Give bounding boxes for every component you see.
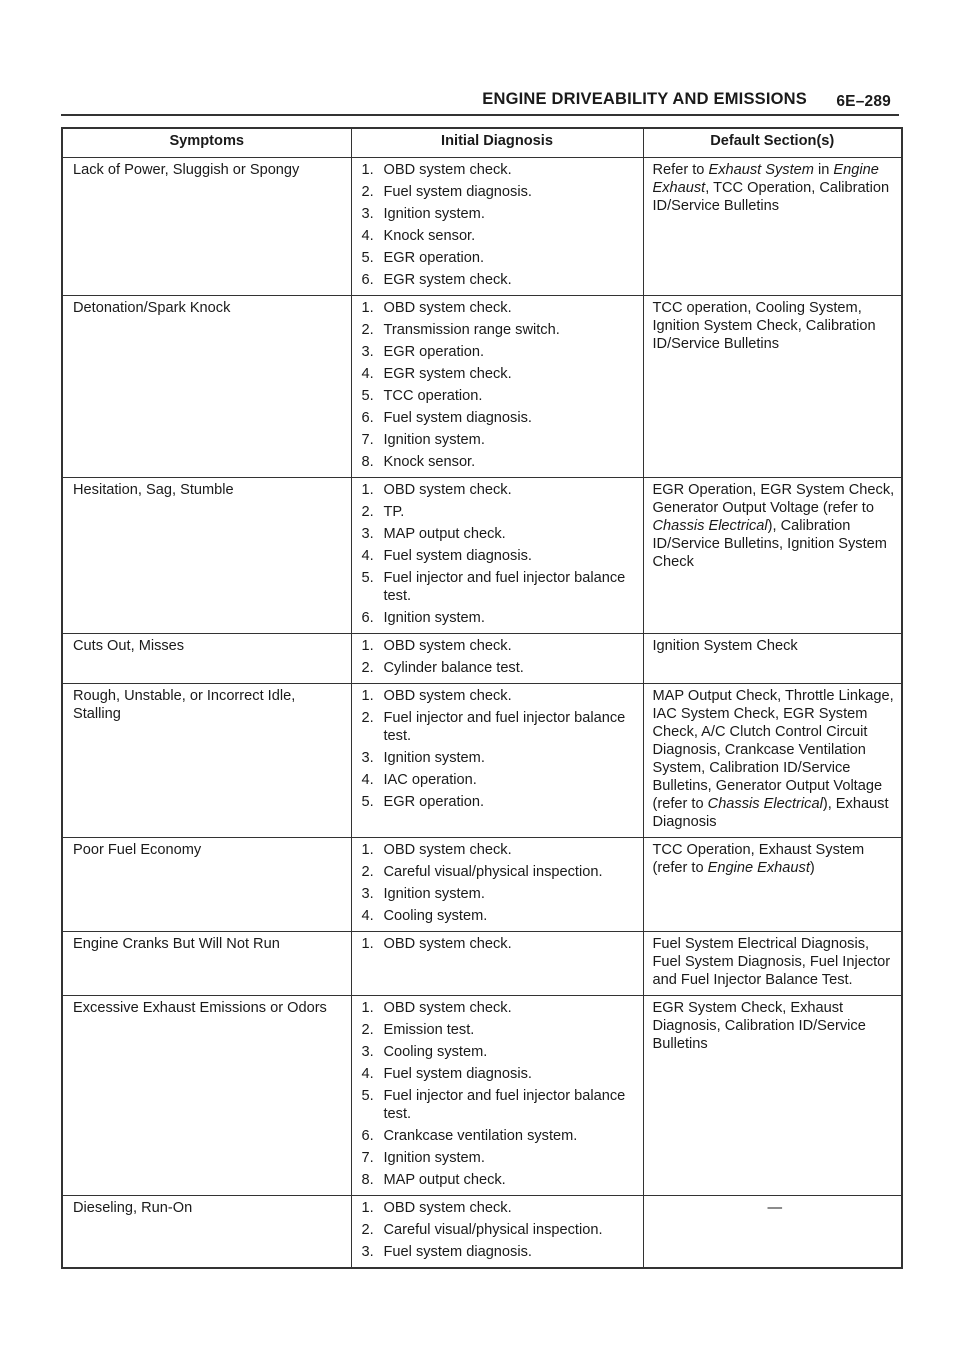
step-number: 2. <box>361 660 374 676</box>
default-section-cell <box>643 158 902 296</box>
step-number: 3. <box>361 344 374 360</box>
symptom-cell: Rough, Unstable, or Incorrect Idle, Stalling <box>62 684 351 838</box>
diagnosis-step <box>362 387 635 405</box>
step-text: TCC operation. <box>383 388 483 404</box>
step-number: 6. <box>361 272 374 288</box>
step-text: OBD system check. <box>383 638 512 654</box>
diagnosis-step <box>362 161 635 179</box>
table-row <box>62 684 902 838</box>
step-number: 2. <box>361 864 374 880</box>
step-number: 1. <box>361 936 374 952</box>
step-text: EGR operation. <box>383 344 485 360</box>
initial-diagnosis-cell <box>351 1196 643 1269</box>
table-row <box>62 838 902 932</box>
step-number: 1. <box>361 688 374 704</box>
default-section-cell <box>643 684 902 838</box>
step-number: 4. <box>361 772 374 788</box>
step-number: 4. <box>361 548 374 564</box>
diagnosis-step <box>362 1243 635 1261</box>
diagnosis-step <box>362 1087 635 1123</box>
step-number: 3. <box>361 1044 374 1060</box>
diagnosis-table <box>61 127 903 1269</box>
step-number: 2. <box>361 710 374 726</box>
symptom-cell: Dieseling, Run-On <box>62 1196 351 1269</box>
step-text: Careful visual/physical inspection. <box>383 1222 603 1238</box>
default-section-cell <box>643 634 902 684</box>
step-number: 3. <box>361 1244 374 1260</box>
step-number: 3. <box>361 886 374 902</box>
step-text: EGR operation. <box>383 794 485 810</box>
column-header-symptoms: Symptoms <box>62 128 351 158</box>
diagnosis-step <box>362 1065 635 1083</box>
step-number: 4. <box>361 366 374 382</box>
table-row <box>62 634 902 684</box>
default-section-text: EGR Operation, EGR System Check, Generator Output Voltage (refer to <box>652 482 895 516</box>
step-number: 4. <box>361 228 374 244</box>
step-text: OBD system check. <box>383 688 512 704</box>
diagnosis-step-list <box>362 999 635 1189</box>
diagnosis-step <box>362 409 635 427</box>
step-text: OBD system check. <box>383 936 512 952</box>
diagnosis-step <box>362 659 635 677</box>
symptom-cell: Excessive Exhaust Emissions or Odors <box>62 996 351 1196</box>
diagnosis-step <box>362 481 635 499</box>
step-text: Ignition system. <box>383 432 485 448</box>
diagnosis-step-list <box>362 637 635 677</box>
section-reference: Exhaust System <box>708 162 814 178</box>
default-section-cell <box>643 296 902 478</box>
step-number: 5. <box>361 388 374 404</box>
section-reference: Engine Exhaust <box>707 860 810 876</box>
diagnosis-step <box>362 1199 635 1217</box>
step-text: Knock sensor. <box>383 228 476 244</box>
section-reference: Chassis Electrical <box>707 796 823 812</box>
table-row <box>62 1196 902 1269</box>
step-number: 1. <box>361 1200 374 1216</box>
page-header <box>61 88 899 110</box>
step-number: 5. <box>361 250 374 266</box>
step-text: Ignition system. <box>383 1150 485 1166</box>
diagnosis-step <box>362 1149 635 1167</box>
default-section-cell <box>643 478 902 634</box>
step-text: OBD system check. <box>383 300 512 316</box>
step-text: MAP output check. <box>383 526 506 542</box>
page-number: 6E–289 <box>836 93 891 110</box>
table-body <box>62 158 902 1269</box>
symptom-cell: Cuts Out, Misses <box>62 634 351 684</box>
diagnosis-step <box>362 205 635 223</box>
diagnosis-step <box>362 687 635 705</box>
diagnosis-step <box>362 249 635 267</box>
symptom-cell: Hesitation, Sag, Stumble <box>62 478 351 634</box>
diagnosis-step <box>362 1043 635 1061</box>
default-section-cell <box>643 932 902 996</box>
symptom-cell: Lack of Power, Sluggish or Spongy <box>62 158 351 296</box>
diagnosis-step <box>362 569 635 605</box>
step-text: Fuel system diagnosis. <box>383 1244 532 1260</box>
diagnosis-step <box>362 271 635 289</box>
default-section-text: ), Calibration ID/Service Bulletins, Ignition System Check <box>652 518 887 570</box>
diagnosis-step <box>362 227 635 245</box>
diagnosis-step <box>362 183 635 201</box>
default-section-text: in <box>813 162 834 178</box>
diagnosis-step <box>362 793 635 811</box>
diagnosis-step-list <box>362 1199 635 1261</box>
step-number: 4. <box>361 908 374 924</box>
step-number: 1. <box>361 1000 374 1016</box>
table-row <box>62 932 902 996</box>
step-number: 1. <box>361 638 374 654</box>
default-section-cell <box>643 996 902 1196</box>
diagnosis-step <box>362 453 635 471</box>
diagnosis-step <box>362 1021 635 1039</box>
diagnosis-step-list <box>362 161 635 289</box>
step-text: Cooling system. <box>383 908 488 924</box>
step-number: 3. <box>361 526 374 542</box>
step-number: 2. <box>361 504 374 520</box>
step-number: 8. <box>361 454 374 470</box>
diagnosis-step <box>362 609 635 627</box>
step-text: OBD system check. <box>383 482 512 498</box>
initial-diagnosis-cell <box>351 684 643 838</box>
step-number: 5. <box>361 570 374 586</box>
step-number: 4. <box>361 1066 374 1082</box>
step-text: OBD system check. <box>383 1000 512 1016</box>
diagnosis-step <box>362 935 635 953</box>
table-header-row <box>62 128 902 158</box>
diagnosis-step <box>362 525 635 543</box>
default-section-cell <box>643 838 902 932</box>
section-reference: Engine Exhaust <box>652 162 879 196</box>
step-text: Fuel system diagnosis. <box>383 548 532 564</box>
initial-diagnosis-cell <box>351 634 643 684</box>
diagnosis-step <box>362 863 635 881</box>
section-reference: Chassis Electrical <box>652 518 768 534</box>
diagnosis-step <box>362 1221 635 1239</box>
step-number: 2. <box>361 1222 374 1238</box>
default-section-text: EGR System Check, Exhaust Diagnosis, Calibration ID/Service Bulletins <box>652 1000 866 1052</box>
diagnosis-step-list <box>362 481 635 627</box>
step-text: IAC operation. <box>383 772 477 788</box>
step-text: Ignition system. <box>383 610 485 626</box>
default-section-text: TCC Operation, Exhaust System (refer to <box>652 842 865 876</box>
step-number: 6. <box>361 410 374 426</box>
default-section-text: — <box>767 1200 783 1216</box>
step-number: 7. <box>361 432 374 448</box>
diagnosis-step <box>362 637 635 655</box>
diagnosis-step <box>362 365 635 383</box>
step-text: Fuel system diagnosis. <box>383 184 532 200</box>
default-section-text: Fuel System Electrical Diagnosis, Fuel System Diagnosis, Fuel Injector and Fuel Injector Balance Test. <box>652 936 891 988</box>
diagnosis-step <box>362 841 635 859</box>
diagnosis-step <box>362 771 635 789</box>
step-text: EGR system check. <box>383 366 512 382</box>
default-section-text: Ignition System Check <box>652 638 798 654</box>
step-number: 1. <box>361 300 374 316</box>
step-number: 8. <box>361 1172 374 1188</box>
diagnosis-step-list <box>362 935 635 953</box>
diagnosis-step-list <box>362 841 635 925</box>
diagnosis-step <box>362 999 635 1017</box>
default-section-cell <box>643 1196 902 1269</box>
step-text: Cylinder balance test. <box>383 660 524 676</box>
step-number: 1. <box>361 162 374 178</box>
initial-diagnosis-cell <box>351 996 643 1196</box>
step-number: 6. <box>361 1128 374 1144</box>
step-number: 1. <box>361 482 374 498</box>
default-section-text: ) <box>809 860 815 876</box>
step-text: Ignition system. <box>383 750 485 766</box>
table-row <box>62 478 902 634</box>
step-number: 1. <box>361 842 374 858</box>
diagnosis-step-list <box>362 687 635 811</box>
step-text: Careful visual/physical inspection. <box>383 864 603 880</box>
step-number: 3. <box>361 206 374 222</box>
step-text: Ignition system. <box>383 206 485 222</box>
step-number: 5. <box>361 1088 374 1104</box>
step-text: EGR system check. <box>383 272 512 288</box>
diagnosis-step-list <box>362 299 635 471</box>
default-section-text: ), Exhaust Diagnosis <box>652 796 889 830</box>
diagnosis-step <box>362 1127 635 1145</box>
step-text: OBD system check. <box>383 1200 512 1216</box>
diagnosis-step <box>362 709 635 745</box>
step-number: 7. <box>361 1150 374 1166</box>
diagnosis-step <box>362 885 635 903</box>
default-section-text: , TCC Operation, Calibration ID/Service Bulletins <box>652 180 890 214</box>
column-header-default-sections: Default Section(s) <box>643 128 902 158</box>
step-text: Fuel injector and fuel injector balance test. <box>383 570 626 604</box>
table-row <box>62 996 902 1196</box>
step-text: TP. <box>383 504 405 520</box>
diagnosis-step <box>362 749 635 767</box>
diagnosis-step <box>362 431 635 449</box>
default-section-text: MAP Output Check, Throttle Linkage, IAC System Check, EGR System Check, A/C Clutch Control Circuit Diagnosis, Crankcase Ventilation System, Calibration ID/Service Bulletins, Generator Output Voltage (refer to <box>652 688 894 812</box>
header-rule <box>61 114 899 116</box>
step-text: Cooling system. <box>383 1044 488 1060</box>
step-text: EGR operation. <box>383 250 485 266</box>
step-text: Knock sensor. <box>383 454 476 470</box>
table-row <box>62 158 902 296</box>
table-row <box>62 296 902 478</box>
step-number: 2. <box>361 184 374 200</box>
initial-diagnosis-cell <box>351 838 643 932</box>
step-number: 2. <box>361 322 374 338</box>
step-text: Emission test. <box>383 1022 475 1038</box>
step-text: Transmission range switch. <box>383 322 560 338</box>
step-text: Fuel system diagnosis. <box>383 1066 532 1082</box>
initial-diagnosis-cell <box>351 296 643 478</box>
step-number: 5. <box>361 794 374 810</box>
initial-diagnosis-cell <box>351 158 643 296</box>
step-text: Fuel injector and fuel injector balance test. <box>383 1088 626 1122</box>
step-text: Fuel system diagnosis. <box>383 410 532 426</box>
section-title: ENGINE DRIVEABILITY AND EMISSIONS <box>482 90 807 108</box>
diagnosis-step <box>362 907 635 925</box>
diagnosis-step <box>362 321 635 339</box>
step-text: OBD system check. <box>383 162 512 178</box>
diagnosis-step <box>362 343 635 361</box>
diagnosis-step <box>362 503 635 521</box>
initial-diagnosis-cell <box>351 478 643 634</box>
diagnosis-step <box>362 299 635 317</box>
symptom-cell: Poor Fuel Economy <box>62 838 351 932</box>
diagnosis-step <box>362 547 635 565</box>
diagnosis-step <box>362 1171 635 1189</box>
default-section-text: Refer to <box>652 162 709 178</box>
step-number: 6. <box>361 610 374 626</box>
step-text: OBD system check. <box>383 842 512 858</box>
initial-diagnosis-cell <box>351 932 643 996</box>
symptom-cell: Engine Cranks But Will Not Run <box>62 932 351 996</box>
column-header-initial-diagnosis: Initial Diagnosis <box>351 128 643 158</box>
step-text: Crankcase ventilation system. <box>383 1128 578 1144</box>
default-section-text: TCC operation, Cooling System, Ignition System Check, Calibration ID/Service Bulletins <box>652 300 876 352</box>
step-number: 3. <box>361 750 374 766</box>
symptom-cell: Detonation/Spark Knock <box>62 296 351 478</box>
step-text: Ignition system. <box>383 886 485 902</box>
step-number: 2. <box>361 1022 374 1038</box>
step-text: Fuel injector and fuel injector balance test. <box>383 710 626 744</box>
step-text: MAP output check. <box>383 1172 506 1188</box>
